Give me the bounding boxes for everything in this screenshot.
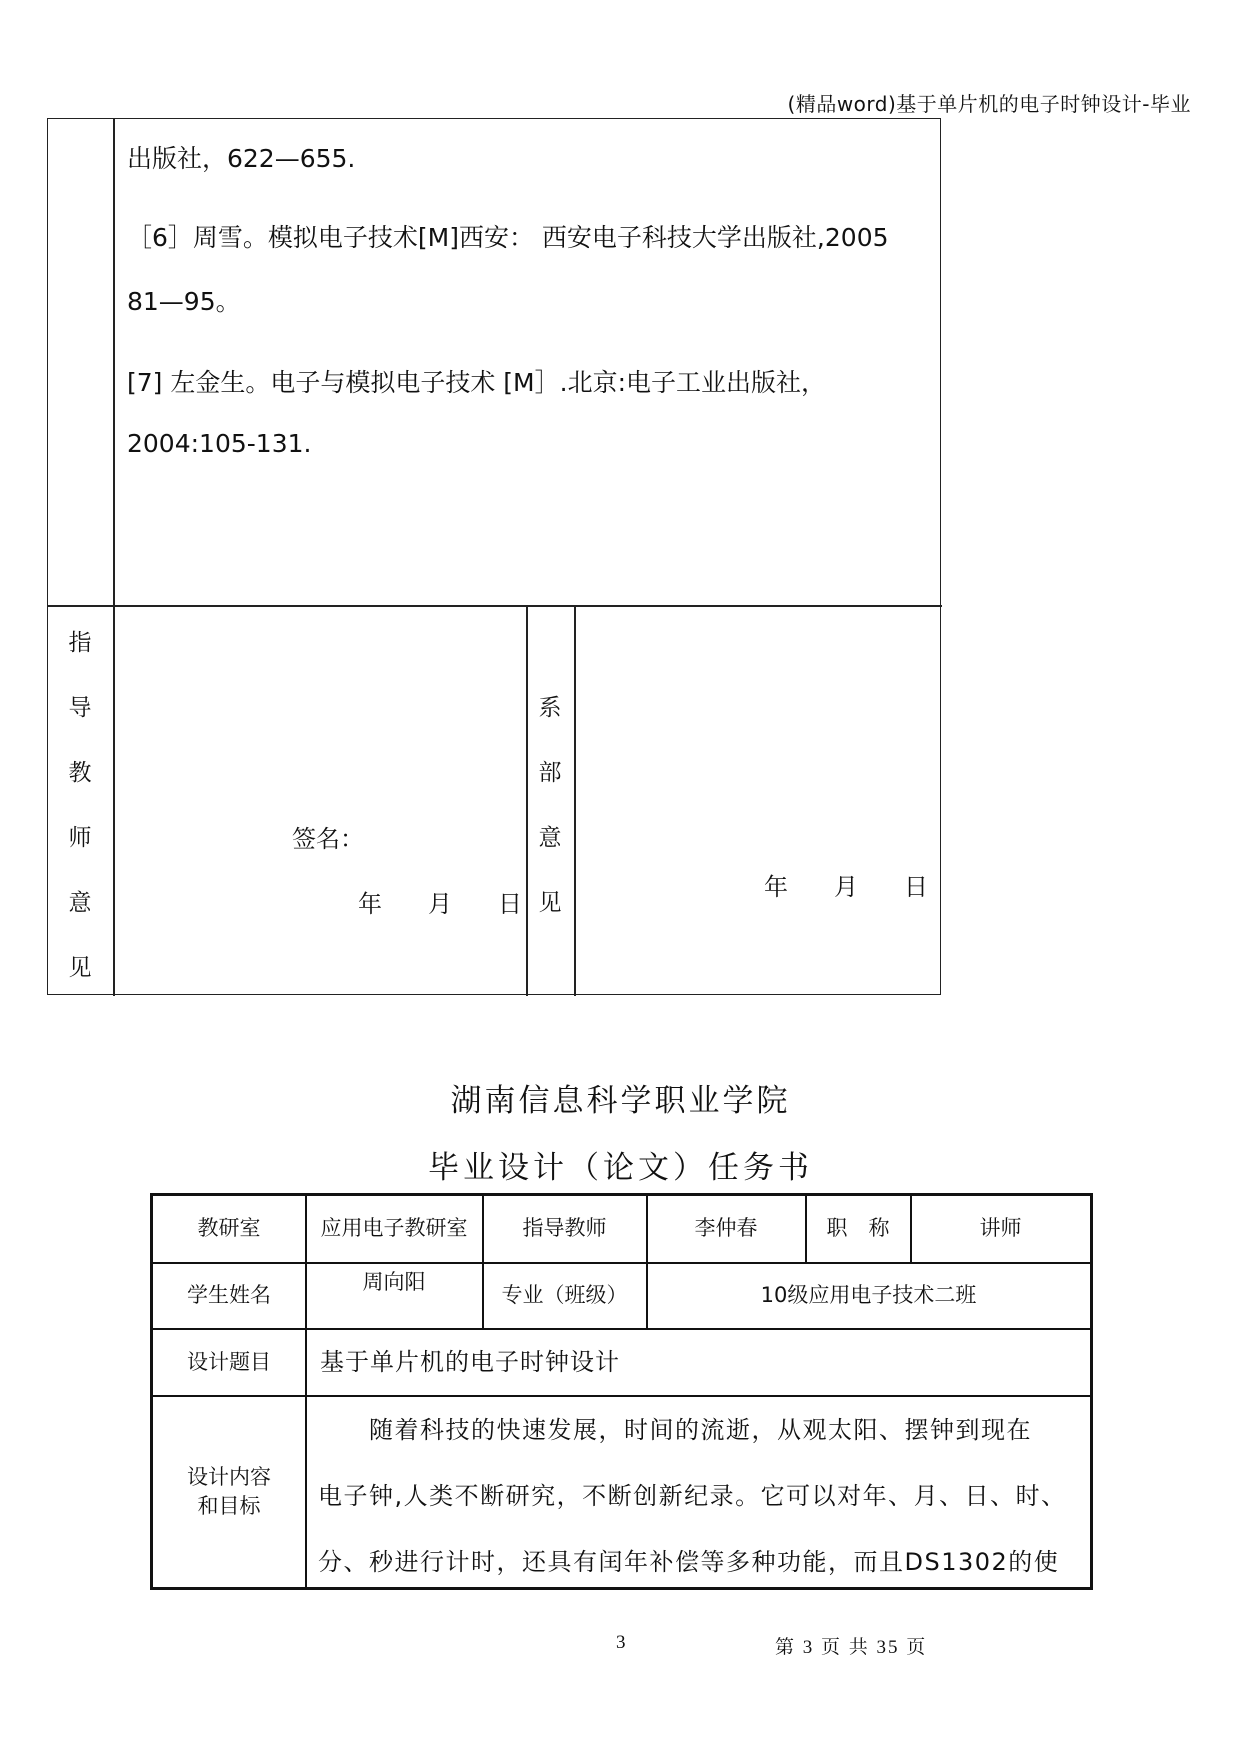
date-year: 年 [358, 890, 382, 918]
page-info: 第 3 页 共 35 页 [775, 1637, 928, 1658]
label-char: 意 [538, 825, 562, 851]
label-char: 导 [68, 695, 92, 721]
label-char: 教 [68, 760, 92, 786]
label-char: 系 [538, 695, 562, 721]
topic-label: 设计题目 [187, 1349, 271, 1374]
content-line: 分、秒进行计时，还具有闰年补偿等多种功能，而且DS1302的使 [318, 1548, 1060, 1576]
department-opinion-label [535, 689, 565, 949]
page-number: 3 [616, 1632, 626, 1653]
reference-line: 2004:105-131. [127, 429, 312, 458]
reference-opinion-table [47, 118, 941, 995]
rank-value: 讲师 [979, 1216, 1022, 1241]
office-label: 教研室 [197, 1216, 261, 1241]
advisor-opinion-label [65, 624, 95, 1014]
table-divider [113, 119, 115, 996]
advisor-value: 李仲春 [694, 1216, 758, 1241]
student-value: 周向阳 [362, 1270, 426, 1295]
document-header: (精品word)基于单片机的电子时钟设计-毕业 [787, 92, 1191, 116]
content-label: 设计内容和目标 [187, 1464, 271, 1518]
task-table [150, 1193, 1093, 1590]
department-date [764, 867, 928, 902]
table-divider [574, 605, 576, 996]
table-divider [48, 605, 942, 607]
advisor-date [358, 884, 522, 919]
label-char: 指 [68, 630, 92, 656]
major-value: 10级应用电子技术二班 [760, 1282, 977, 1307]
date-day: 日 [904, 873, 928, 901]
reference-line: 出版社，622—655. [127, 144, 356, 173]
label-char: 意 [68, 890, 92, 916]
content-line: 随着科技的快速发展，时间的流逝，从观太阳、摆钟到现在 [318, 1416, 1032, 1444]
date-day: 日 [498, 890, 522, 918]
content-line: 电子钟,人类不断研究，不断创新纪录。它可以对年、月、日、时、 [318, 1482, 1067, 1510]
document-title: 毕业设计（论文）任务书 [428, 1150, 813, 1186]
topic-value: 基于单片机的电子时钟设计 [320, 1347, 620, 1376]
major-label: 专业（班级） [501, 1282, 628, 1307]
table-divider [526, 605, 528, 996]
label-char: 师 [68, 825, 92, 851]
date-month: 月 [834, 873, 858, 901]
content-area [153, 1397, 1090, 1587]
reference-line: [7] 左金生。电子与模拟电子技术 [M］.北京:电子工业出版社， [127, 368, 827, 397]
label-char: 见 [68, 955, 92, 981]
reference-line: ［6］周雪。模拟电子技术[M]西安： 西安电子科技大学出版社,2005 [127, 223, 889, 252]
label-char: 部 [538, 760, 562, 786]
label-char: 见 [538, 890, 562, 916]
signature-label: 签名： [292, 825, 364, 853]
office-value: 应用电子教研室 [320, 1216, 468, 1241]
school-name: 湖南信息科学职业学院 [450, 1083, 791, 1119]
date-month: 月 [428, 890, 452, 918]
student-label: 学生姓名 [187, 1282, 271, 1307]
advisor-label: 指导教师 [522, 1216, 607, 1241]
reference-line: 81—95。 [127, 287, 241, 316]
rank-label: 职 称 [826, 1216, 890, 1241]
content-text [318, 1397, 1088, 1595]
date-year: 年 [764, 873, 788, 901]
